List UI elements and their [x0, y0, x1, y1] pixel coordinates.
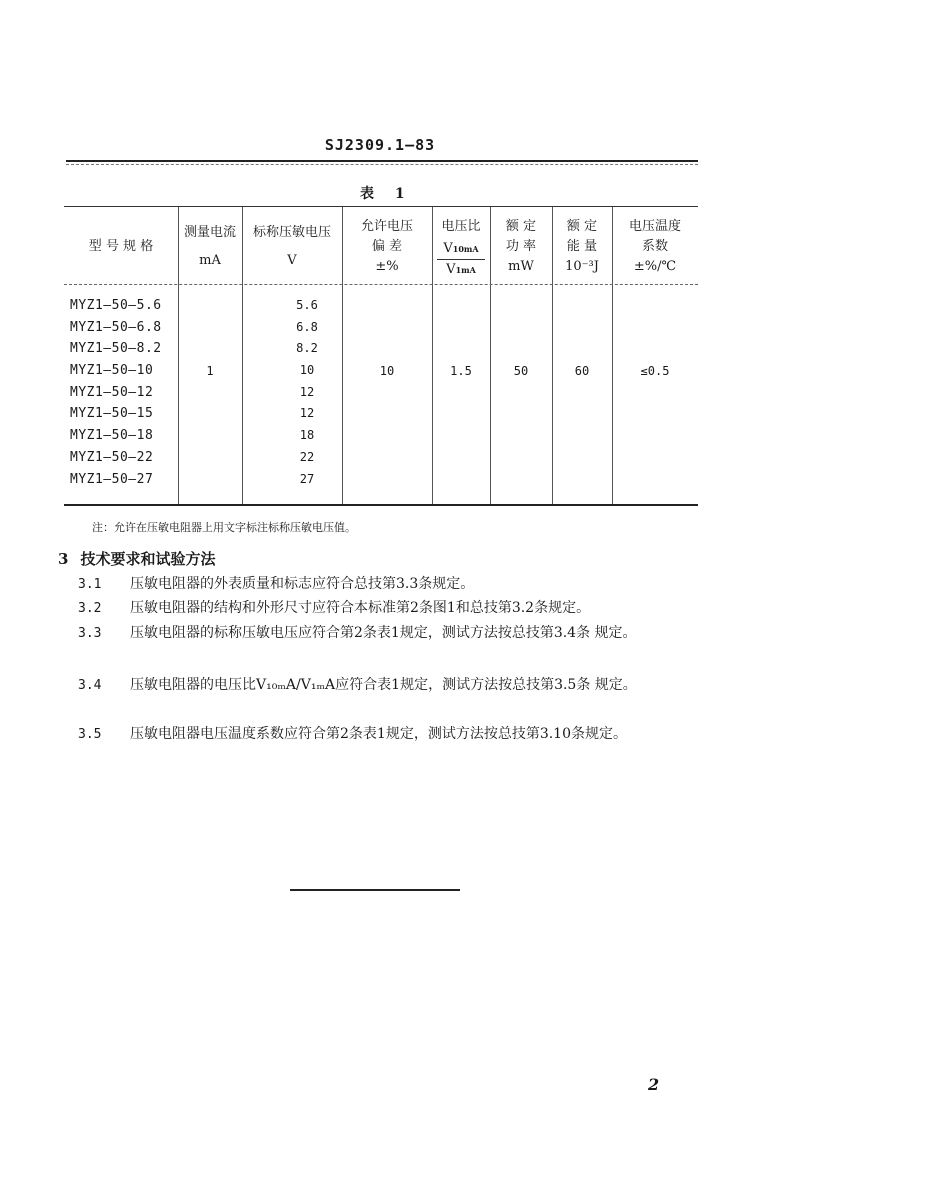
col-header-power: 额 定 功 率 mW [505, 219, 537, 274]
clause-text: 压敏电阻器电压温度系数应符合第2条表1规定，测试方法按总技第3.10条规定。 [130, 726, 627, 742]
col-header-energy: 额 定 能 量 10⁻³J [565, 219, 599, 274]
table-row-model: MYZ1—50—22 [70, 449, 154, 465]
clause-3-3 [58, 621, 698, 646]
table-row-model: MYZ1—50—8.2 [70, 341, 162, 357]
clause-3-2 [58, 596, 698, 621]
table-cell-ratio: 1.5 [450, 364, 472, 378]
section-title: 技术要求和试验方法 [80, 550, 216, 568]
table-cell-tempco: ≤0.5 [640, 364, 670, 378]
spec-table [64, 206, 698, 506]
table-cell-current: 1 [206, 364, 214, 378]
table-cell-voltage: 27 [299, 471, 315, 486]
header-row-divider [64, 284, 698, 285]
clause-3-5 [58, 722, 698, 747]
voltage-list [264, 298, 350, 493]
table-cell-tolerance: 10 [379, 364, 395, 378]
table-row-model: MYZ1—50—18 [70, 428, 154, 444]
table-cell-energy: 60 [574, 364, 590, 378]
end-rule [290, 889, 460, 891]
clause-3-1 [58, 572, 698, 597]
section-heading [58, 548, 227, 569]
standard-code: SJ2309.1—83 [324, 136, 436, 154]
clause-3-4 [58, 673, 698, 698]
clause-number: 3.5 [78, 727, 102, 742]
table-cell-voltage: 18 [299, 428, 315, 443]
col-header-voltage: 标称压敏电压 V [252, 225, 331, 268]
header-rule-dashed [66, 164, 698, 165]
header-rule [66, 160, 698, 162]
clause-number: 3.2 [78, 601, 102, 616]
table-note: 注：允许在压敏电阻器上用文字标注标称压敏电压值。 [92, 521, 356, 534]
table-row-model: MYZ1—50—5.6 [70, 298, 162, 313]
table-row-model: MYZ1—50—10 [70, 363, 154, 379]
clause-text: 压敏电阻器的外表质量和标志应符合总技第3.3条规定。 [130, 576, 475, 592]
table-row-model: MYZ1—50—27 [70, 471, 154, 487]
clause-text: 压敏电阻器的电压比V₁₀ₘA/V₁ₘA应符合表1规定，测试方法按总技第3.5条 规定。 [130, 677, 637, 693]
table-cell-power: 50 [513, 364, 529, 378]
clause-number: 3.4 [78, 678, 102, 693]
col-header-ratio: 电压比 V10mA V1mA [432, 217, 490, 280]
col-header-tempco: 电压温度 系数 ±%/℃ [628, 219, 681, 274]
table-cell-voltage: 12 [299, 384, 315, 399]
table-cell-voltage: 6.8 [296, 319, 318, 334]
model-list [70, 298, 182, 493]
table-row-model: MYZ1—50—15 [70, 406, 154, 422]
clause-text: 压敏电阻器的标称压敏电压应符合第2条表1规定，测试方法按总技第3.4条 规定。 [130, 625, 637, 641]
table-caption: 表 1 [360, 186, 413, 202]
table-cell-voltage: 22 [299, 449, 315, 464]
table-cell-voltage: 8.2 [296, 341, 318, 356]
col-header-model: 型 号 规 格 [88, 239, 154, 254]
col-header-current: 测量电流 mA [183, 225, 236, 268]
table-cell-voltage: 12 [299, 406, 315, 421]
clause-number: 3.1 [78, 577, 102, 592]
table-cell-voltage: 10 [299, 363, 315, 378]
col-header-tolerance: 允许电压 偏 差 ±% [360, 219, 413, 274]
table-row-model: MYZ1—50—12 [70, 384, 154, 400]
page-number: 2 [648, 1075, 660, 1094]
table-cell-voltage: 5.6 [296, 298, 318, 312]
section-number: 3 [58, 550, 69, 568]
clause-text: 压敏电阻器的结构和外形尺寸应符合本标准第2条图1和总技第3.2条规定。 [130, 600, 591, 616]
clause-number: 3.3 [78, 626, 102, 641]
table-row-model: MYZ1—50—6.8 [70, 319, 162, 335]
